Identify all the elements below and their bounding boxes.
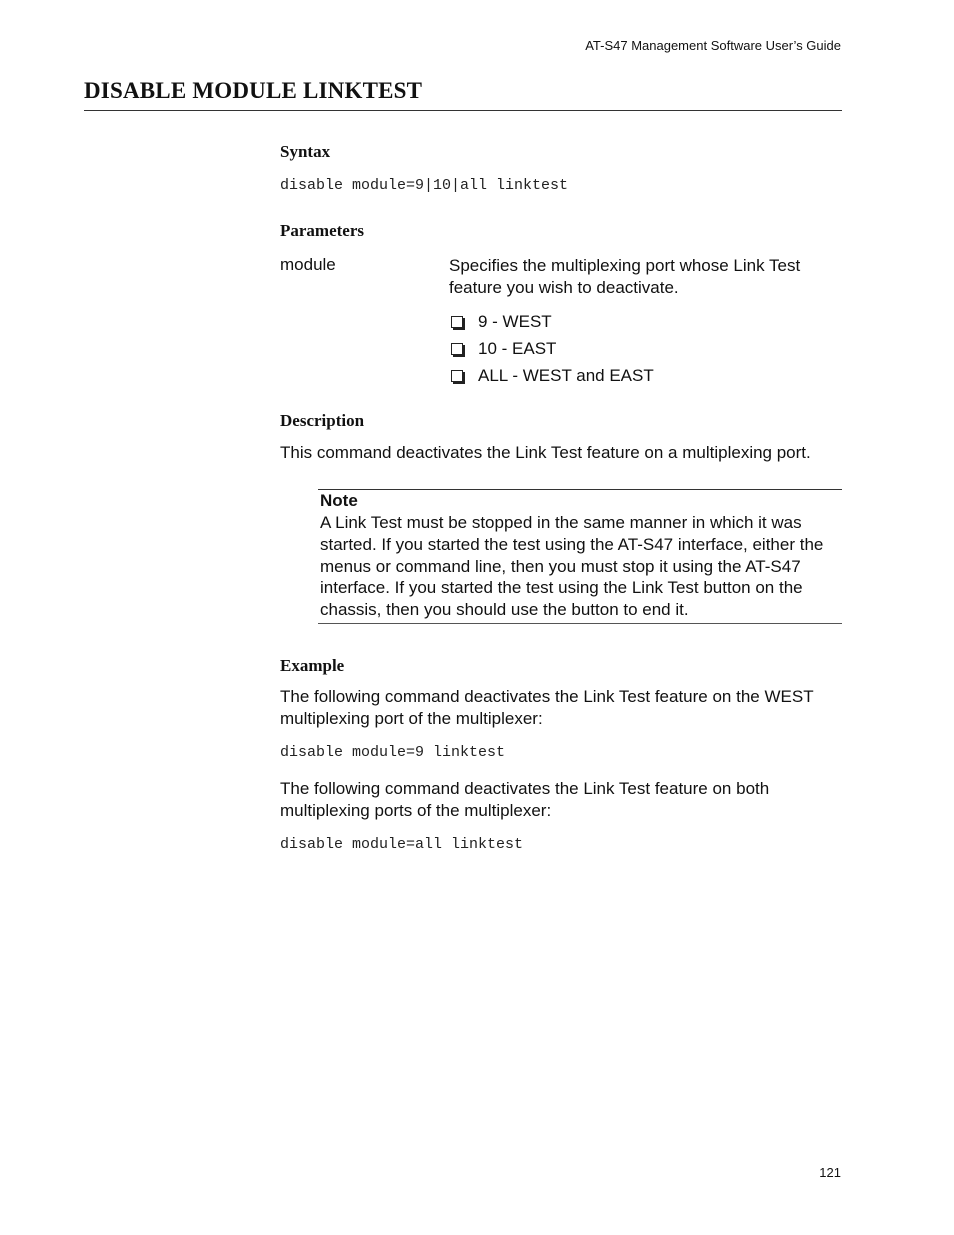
list-item xyxy=(449,335,654,362)
list-item xyxy=(449,362,654,389)
example-text-2: The following command deactivates the Link Test feature on both multiplexing ports of the multiplexer: xyxy=(280,779,770,820)
parameter-name: module xyxy=(280,255,336,274)
page-number: 121 xyxy=(819,1165,841,1180)
syntax-code: disable module=9|10|all linktest xyxy=(280,177,569,194)
description-heading: Description xyxy=(280,411,365,430)
checkbox-bullet-icon xyxy=(451,343,463,355)
example-text-1: The following command deactivates the Link Test feature on the WEST multiplexing port of the multiplexer: xyxy=(280,687,814,728)
note-title: Note xyxy=(320,491,358,510)
checkbox-bullet-icon xyxy=(451,370,463,382)
parameter-options xyxy=(449,308,654,389)
parameter-description: Specifies the multiplexing port whose Link Test feature you wish to deactivate. xyxy=(449,256,801,297)
syntax-heading: Syntax xyxy=(280,142,331,161)
option-label: 9 - WEST xyxy=(478,311,552,331)
note-box xyxy=(318,489,842,624)
description-text: This command deactivates the Link Test feature on a multiplexing port. xyxy=(280,443,811,462)
parameters-heading: Parameters xyxy=(280,221,365,240)
example-code-2: disable module=all linktest xyxy=(280,836,524,853)
note-text: A Link Test must be stopped in the same manner in which it was started. If you started the test using the AT-S47 interface, either the menus or command line, then you must stop it using the AT-S47 interface. If you started the test using the Link Test button on the chassis, then you should use the button to end it. xyxy=(320,513,824,620)
example-code-1: disable module=9 linktest xyxy=(280,744,506,761)
checkbox-bullet-icon xyxy=(451,316,463,328)
example-heading: Example xyxy=(280,656,345,675)
option-label: 10 - EAST xyxy=(478,338,557,358)
title-rule xyxy=(84,110,842,111)
page-title: DISABLE MODULE LINKTEST xyxy=(84,78,423,103)
running-header: AT-S47 Management Software User’s Guide xyxy=(585,38,841,53)
option-label: ALL - WEST and EAST xyxy=(478,365,654,385)
list-item xyxy=(449,308,654,335)
